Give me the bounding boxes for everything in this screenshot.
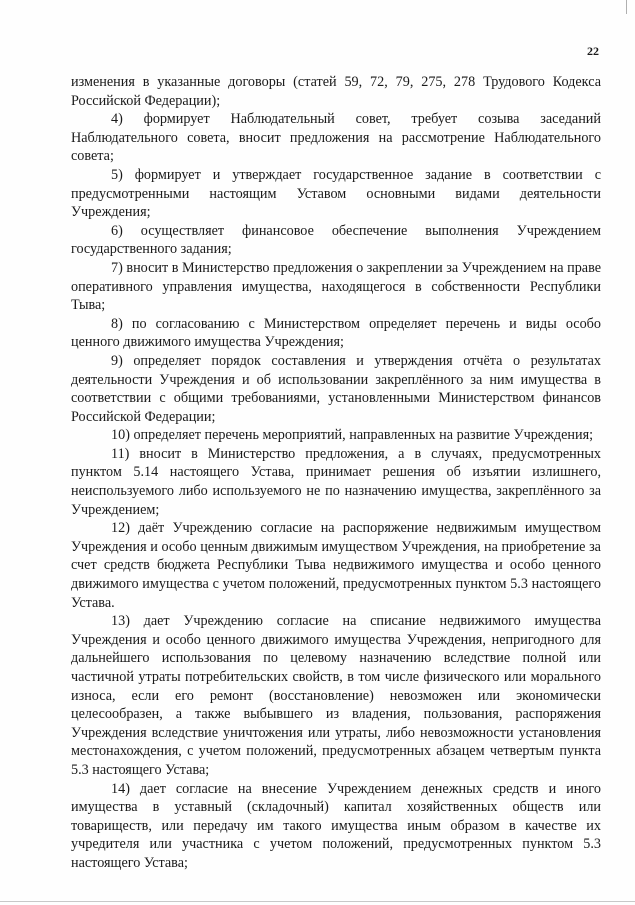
paragraph-item-10: 10) определяет перечень мероприятий, направленных на развитие Учреждения; xyxy=(111,427,594,444)
scan-edge-mark xyxy=(626,0,627,14)
paragraph-item-6: 6) осуществляет финансовое обеспечение выполнения Учреждением государственного задания; xyxy=(71,222,601,258)
paragraph-continuation: изменения в указанные договоры (статей 59, 72, 79, 275, 278 Трудового Кодекса Российской Федерации); xyxy=(71,74,601,109)
scan-bottom-edge xyxy=(0,901,635,902)
paragraph-item-13: 13) дает Учреждению согласие на списание недвижимого имущества Учреждения и особо ценного движимого имущества Учреждения, непригодного для дальнейшего использования по целевому назначению вследствие полной или частичной утраты потребительских свойств, в том числе физического или морального износа, если его ремонт (восстановление) невозможен или экономически целесообразен, а также выбывшего из владения, пользования, распоряжения Учреждения вследствие уничтожения или утраты, либо невозможности установления местонахождения, с учетом положений, предусмотренных абзацем четвертым пункта 5.3 настоящего Устава; xyxy=(71,613,601,778)
document-body xyxy=(71,73,601,873)
paragraph-item-4: 4) формирует Наблюдательный совет, требует созыва заседаний Наблюдательного совета, вносит предложения на рассмотрение Наблюдательного совета; xyxy=(71,111,601,165)
paragraph-item-5: 5) формирует и утверждает государственное задание в соответствии с предусмотренными настоящим Уставом основными видами деятельности Учреждения; xyxy=(71,166,601,221)
paragraph-item-14: 14) дает согласие на внесение Учреждением денежных средств и иного имущества в уставный (складочный) капитал хозяйственных обществ или товариществ, или передачу им такого имущества иным образом в качестве их учредителя или участника с учетом положений, предусмотренных пунктом 5.3 настоящего Устава; xyxy=(71,780,601,871)
page-number: 22 xyxy=(587,44,599,58)
paragraph-item-11: 11) вносит в Министерство предложения, а в случаях, предусмотренных пунктом 5.14 настоящего Устава, принимает решения об изъятии излишнего, неиспользуемого либо используемого не по назначению имущества, закреплённого за Учреждением; xyxy=(71,445,601,518)
paragraph-item-12: 12) даёт Учреждению согласие на распоряжение недвижимым имуществом Учреждения и особо ценным движимым имуществом Учреждения, на приобретение за счет средств бюджета Республики Тыва недвижимого имущества и особо ценного движимого имущества с учетом положений, предусмотренных пунктом 5.3 настоящего Устава. xyxy=(71,520,601,611)
paragraph-item-8: 8) по согласованию с Министерством определяет перечень и виды особо ценного движимого имущества Учреждения; xyxy=(71,315,601,351)
paragraph-item-9: 9) определяет порядок составления и утверждения отчёта о результатах деятельности Учреждения и об использовании закреплённого за ним имущества в соответствии с общими требованиями, установленными Министерством финансов Российской Федерации; xyxy=(71,352,601,425)
paragraph-item-7: 7) вносит в Министерство предложения о закреплении за Учреждением на праве оперативного управления имущества, находящегося в собственности Республики Тыва; xyxy=(71,259,601,314)
